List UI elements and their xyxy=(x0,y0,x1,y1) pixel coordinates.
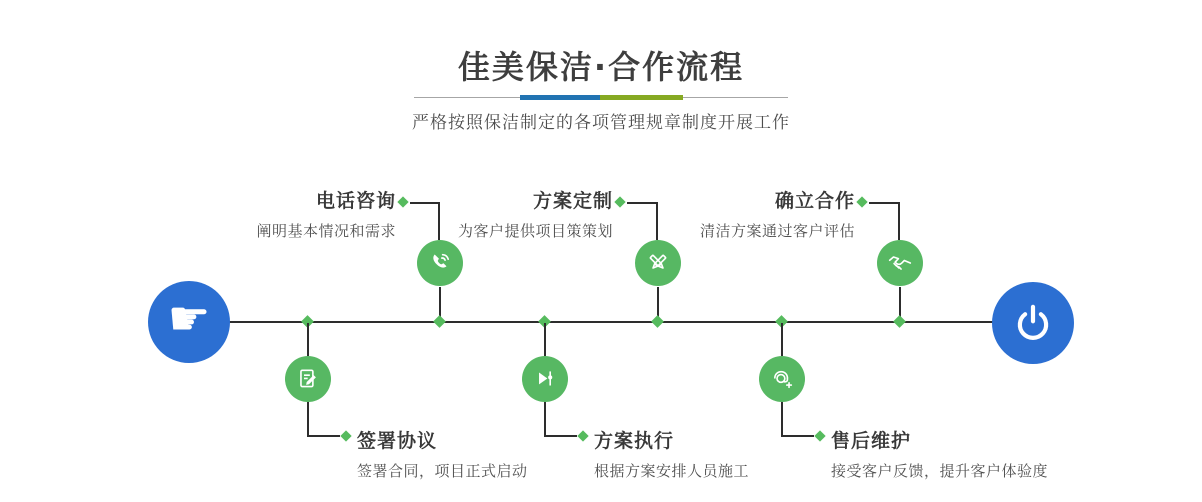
timeline-end-node xyxy=(992,282,1074,364)
label-diamond xyxy=(340,430,351,441)
step-phone-consult xyxy=(256,186,396,241)
timeline-diamond xyxy=(433,315,446,328)
step-title: 确立合作 xyxy=(774,190,855,212)
step-title: 售后维护 xyxy=(831,430,912,452)
connector-elbow xyxy=(307,402,340,437)
step-title: 电话咨询 xyxy=(315,190,396,212)
connector-stub xyxy=(544,323,546,356)
step-desc: 为客户提供项目策策划 xyxy=(457,222,613,240)
step-circle-aftersales xyxy=(759,356,805,402)
step-desc: 签署合同，项目正式启动 xyxy=(357,462,528,480)
phone-icon xyxy=(427,250,453,276)
step-circle-execute xyxy=(522,356,568,402)
step-circle-phone xyxy=(417,240,463,286)
label-diamond xyxy=(856,196,867,207)
connector-elbow xyxy=(781,402,814,437)
divider-blue-segment xyxy=(520,95,600,100)
step-desc: 接受客户反馈，提升客户体验度 xyxy=(831,462,1049,480)
step-circle-design xyxy=(635,240,681,286)
label-diamond xyxy=(614,196,625,207)
label-diamond xyxy=(814,430,825,441)
title-divider xyxy=(414,95,788,100)
connector-elbow xyxy=(869,202,900,240)
play-execute-icon xyxy=(532,366,558,392)
connector-elbow xyxy=(410,202,440,240)
step-title: 签署协议 xyxy=(357,430,438,452)
step-title: 方案定制 xyxy=(532,190,613,212)
hand-pointing-right-icon: ☛ xyxy=(167,291,211,347)
timeline-line xyxy=(228,321,996,323)
connector-elbow xyxy=(544,402,577,437)
label-diamond xyxy=(577,430,588,441)
page-title: 佳美保洁·合作流程 xyxy=(457,48,745,86)
power-icon xyxy=(1012,302,1054,344)
step-desc: 根据方案安排人员施工 xyxy=(594,462,750,480)
label-diamond xyxy=(397,196,408,207)
timeline-diamond xyxy=(893,315,906,328)
divider-green-segment xyxy=(600,95,683,100)
step-sign-agreement xyxy=(357,426,528,481)
connector-stub xyxy=(781,323,783,356)
connector-stub xyxy=(307,323,309,356)
connector-elbow xyxy=(627,202,658,240)
step-establish-coop xyxy=(700,186,855,241)
timeline-start-node xyxy=(148,281,230,363)
step-title: 方案执行 xyxy=(594,430,675,452)
design-pens-icon xyxy=(645,250,671,276)
page-subtitle: 严格按照保洁制定的各项管理规章制度开展工作 xyxy=(412,113,790,133)
step-desc: 阐明基本情况和需求 xyxy=(256,222,396,240)
timeline-diamond xyxy=(651,315,664,328)
step-desc: 清洁方案通过客户评估 xyxy=(699,222,855,240)
step-circle-sign xyxy=(285,356,331,402)
customer-service-icon xyxy=(769,366,795,392)
handshake-icon xyxy=(887,250,913,276)
step-aftersales-maintain xyxy=(831,426,1048,481)
sign-document-icon xyxy=(295,366,321,392)
step-plan-custom xyxy=(458,186,613,241)
step-circle-handshake xyxy=(877,240,923,286)
step-plan-execute xyxy=(594,426,749,481)
